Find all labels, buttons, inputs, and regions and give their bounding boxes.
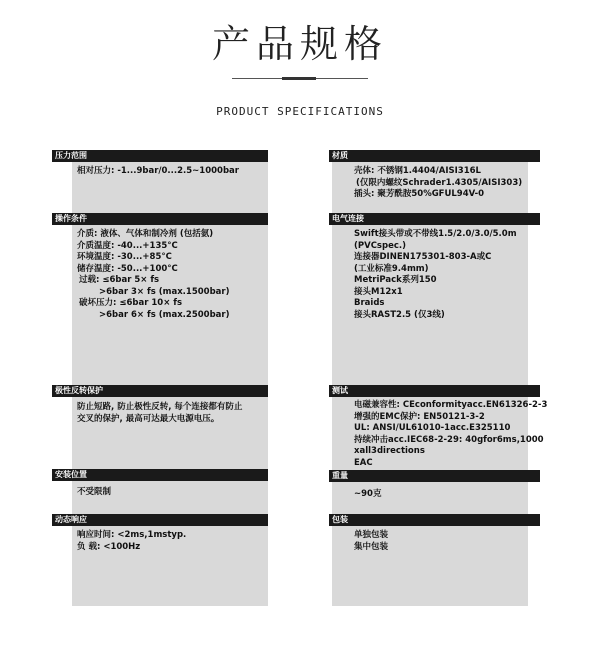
spec-line: 不受限制 — [77, 487, 112, 497]
spec-line: 接头RAST2.5 (仅3线) — [354, 309, 445, 320]
section-body-weight — [354, 489, 534, 501]
section-body-testing — [354, 400, 548, 469]
spec-line: EAC — [354, 457, 373, 468]
spec-line: 插头: 聚芳酰胺50%GFUL94V-0 — [354, 189, 485, 199]
section-body-electrical — [354, 229, 534, 321]
title-divider-accent — [282, 77, 316, 80]
spec-line: 介质温度: -40...+135°C — [77, 240, 178, 251]
spec-line: ~90克 — [354, 489, 382, 499]
section-heading-mounting: 安装位置 — [52, 469, 268, 481]
section-heading-polarity: 极性反转保护 — [52, 385, 268, 397]
spec-line: 介质: 液体、气体和制冷剂 (包括氨) — [77, 229, 214, 239]
spec-line: 破坏压力: ≤6bar 10× fs — [79, 298, 183, 308]
spec-line: 接头M12x1 — [354, 286, 403, 297]
section-heading-electrical: 电气连接 — [329, 213, 540, 225]
section-body-polarity — [77, 402, 265, 425]
section-heading-material: 材质 — [329, 150, 540, 162]
spec-line: >6bar 6× fs (max.2500bar) — [99, 309, 230, 320]
spec-line: 增强的EMC保护: EN50121-3-2 — [354, 411, 485, 422]
spec-line: (工业标准9.4mm) — [354, 263, 429, 274]
section-heading-packaging: 包装 — [329, 514, 540, 526]
spec-line: xall3directions — [354, 446, 425, 456]
spec-line: 响应时间: <2ms,1mstyp. — [77, 530, 187, 540]
section-heading-weight: 重量 — [329, 470, 540, 482]
spec-line: 持续冲击acc.IEC68-2-29: 40gfor6ms,1000 — [354, 434, 544, 445]
spec-line: (仅限内螺纹Schrader1.4305/AISI303) — [356, 177, 523, 188]
spec-line: (PVCspec.) — [354, 240, 406, 251]
spec-line: 电磁兼容性: CEconformityacc.EN61326-2-3 — [354, 400, 548, 410]
spec-line: Braids — [354, 298, 385, 308]
section-heading-pressure: 压力范围 — [52, 150, 268, 162]
section-body-response — [77, 530, 265, 553]
spec-line: 环境温度: -30...+85°C — [77, 252, 172, 262]
section-body-packaging — [354, 530, 534, 553]
section-body-pressure — [77, 166, 265, 178]
spec-line: 壳体: 不锈钢1.4404/AISI316L — [354, 166, 481, 176]
section-body-mounting — [77, 487, 265, 499]
spec-line: 负 载: <100Hz — [77, 541, 141, 552]
spec-line: 连接器DINEN175301-803-A或C — [354, 252, 492, 262]
spec-line: >6bar 3× fs (max.1500bar) — [99, 286, 230, 297]
spec-line: 储存温度: -50...+100°C — [77, 263, 178, 274]
spec-line: 单独包装 — [354, 530, 389, 540]
page-title: 产品规格 — [211, 22, 388, 66]
section-body-operating — [77, 229, 265, 321]
section-heading-testing: 测试 — [329, 385, 540, 397]
page-subtitle: PRODUCT SPECIFICATIONS — [216, 105, 384, 118]
spec-line: Swift接头带或不带线1.5/2.0/3.0/5.0m — [354, 229, 517, 239]
spec-line: 交叉的保护, 最高可达最大电源电压。 — [77, 413, 220, 424]
spec-line: 防止短路, 防止极性反转, 每个连接都有防止 — [77, 402, 243, 412]
spec-line: 相对压力: -1...9bar/0...2.5~1000bar — [77, 166, 239, 176]
section-heading-operating: 操作条件 — [52, 213, 268, 225]
spec-line: MetriPack系列150 — [354, 275, 437, 285]
spec-line: 集中包装 — [354, 541, 389, 552]
section-body-material — [354, 166, 534, 201]
section-heading-response: 动态响应 — [52, 514, 268, 526]
spec-line: 过载: ≤6bar 5× fs — [79, 275, 160, 285]
spec-line: UL: ANSI/UL61010-1acc.E325110 — [354, 423, 511, 433]
